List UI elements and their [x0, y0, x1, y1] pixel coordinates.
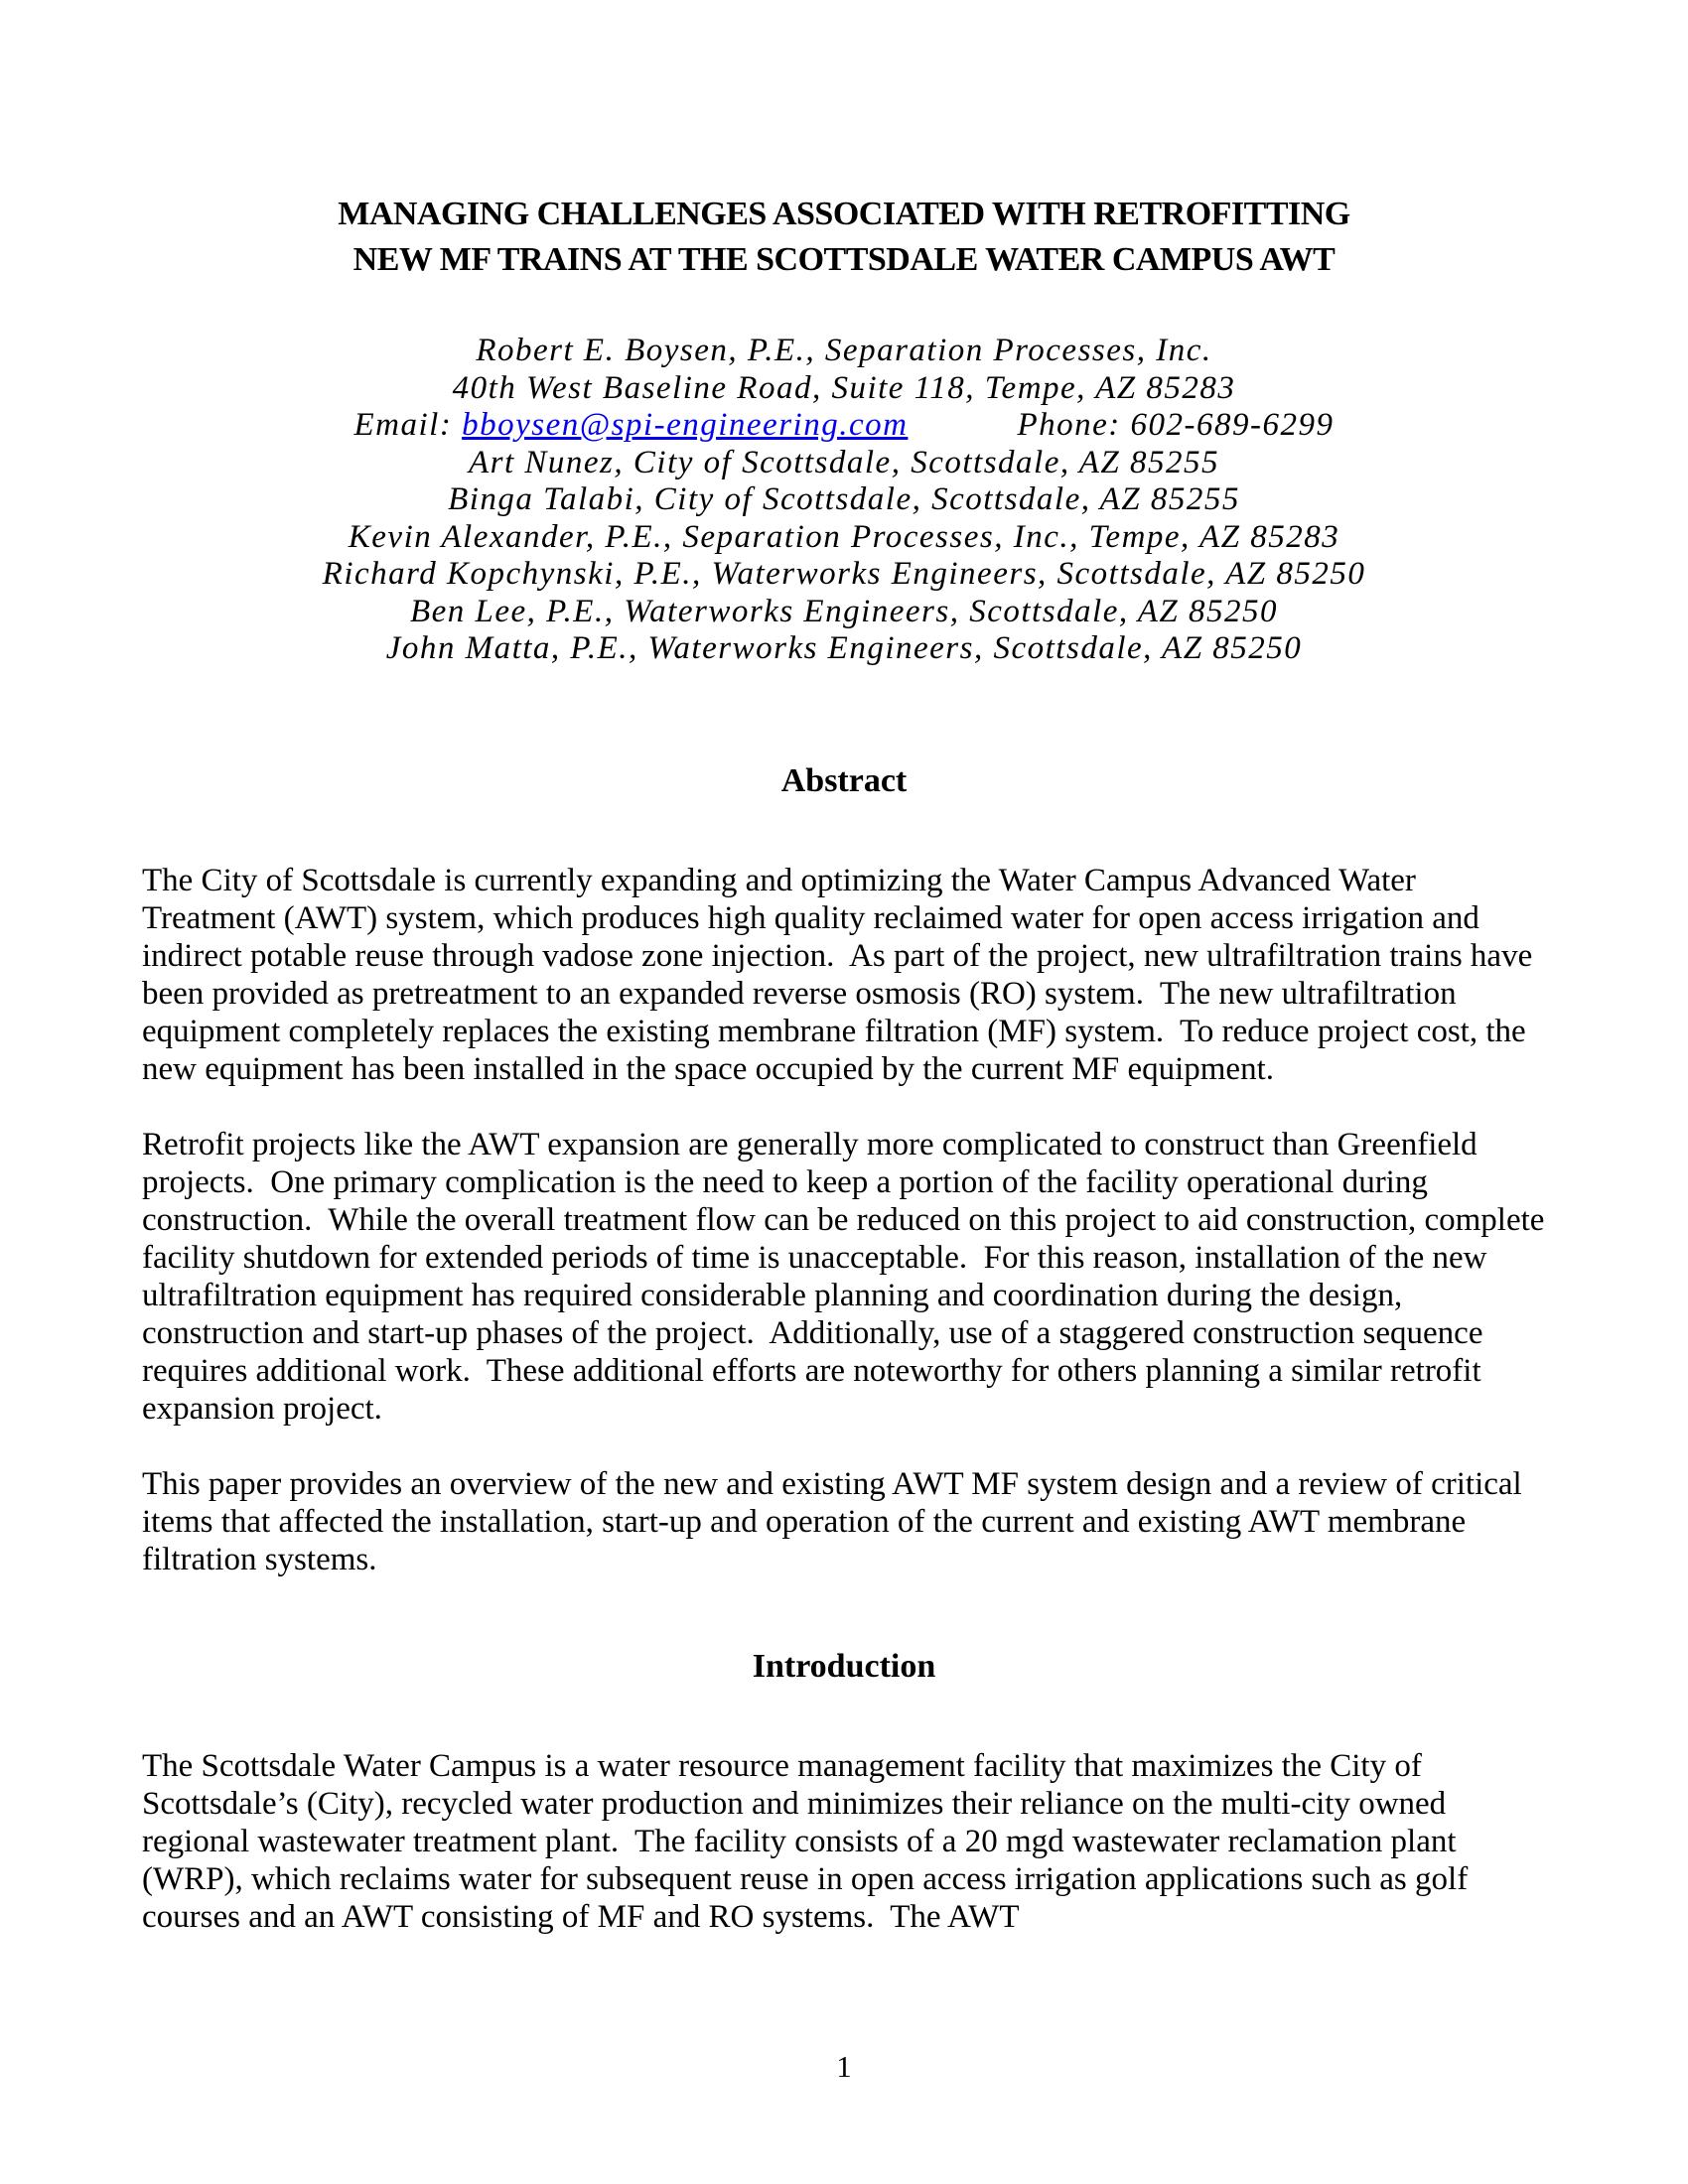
- paper-title: [142, 192, 1546, 283]
- email-label: Email:: [353, 407, 463, 443]
- email-link[interactable]: bboysen@spi-engineering.com: [462, 407, 909, 443]
- section-heading-introduction: Introduction: [752, 1647, 936, 1685]
- abstract-paragraph-3: This paper provides an overview of the new and existing AWT MF system design and a review of critical items that affected the installation, start-up and operation of the current and existing AWT membrane filtration systems.: [142, 1465, 1530, 1577]
- paper-title-line-2: NEW MF TRAINS AT THE SCOTTSDALE WATER CAMPUS AWT: [352, 241, 1336, 278]
- author-line: Binga Talabi, City of Scottsdale, Scottsdale, AZ 85255: [448, 481, 1240, 517]
- author-line: Art Nunez, City of Scottsdale, Scottsdale, AZ 85255: [468, 444, 1220, 480]
- introduction-paragraph-1: The Scottsdale Water Campus is a water resource management facility that maximizes the City of Scottsdale’s (City), recycled water production and minimizes their reliance on the multi-city owned regional wastewater treatment plant. The facility consists of a 20 mgd wastewater reclamation plant (WRP), which reclaims water for subsequent reuse in open access irrigation applications such as golf courses and an AWT consisting of MF and RO systems. The AWT: [142, 1747, 1477, 1935]
- section-heading-abstract: Abstract: [780, 761, 908, 799]
- author-line-primary: Robert E. Boysen, P.E., Separation Processes, Inc.: [476, 333, 1212, 368]
- abstract-paragraph-1: The City of Scottsdale is currently expanding and optimizing the Water Campus Advanced Water Treatment (AWT) system, which produces high quality reclaimed water for open access irrigation and indirect potable reuse through vadose zone injection. As part of the project, new ultrafiltration trains have been provided as pretreatment to an expanded reverse osmosis (RO) system. The new ultrafiltration equipment completely replaces the existing membrane filtration (MF) system. To reduce project cost, the new equipment has been installed in the space occupied by the current MF equipment.: [142, 862, 1541, 1087]
- author-line: Ben Lee, P.E., Waterworks Engineers, Scottsdale, AZ 85250: [409, 593, 1279, 629]
- author-line-address: 40th West Baseline Road, Suite 118, Tempe, AZ 85283: [452, 369, 1236, 406]
- paper-title-line-1: MANAGING CHALLENGES ASSOCIATED WITH RETROFITTING: [338, 196, 1350, 232]
- abstract-paragraph-2: Retrofit projects like the AWT expansion are generally more complicated to construct than Greenfield projects. One primary complication is the need to keep a portion of the facility operational during construction. While the overall treatment flow can be reduced on this project to aid construction, complete facility shutdown for extended periods of time is unacceptable. For this reason, installation of the new ultrafiltration equipment has required considerable planning and coordination during the design, construction and start-up phases of the project. Additionally, use of a staggered construction sequence requires additional work. These additional efforts are noteworthy for others planning a similar retrofit expansion project.: [142, 1126, 1553, 1427]
- author-line-contact: [142, 407, 1546, 445]
- phone-text: Phone: 602-689-6299: [1017, 407, 1335, 443]
- author-line: Kevin Alexander, P.E., Separation Processes, Inc., Tempe, AZ 85283: [348, 518, 1340, 555]
- author-block: [142, 333, 1546, 668]
- author-line: John Matta, P.E., Waterworks Engineers, Scottsdale, AZ 85250: [385, 630, 1303, 666]
- author-line: Richard Kopchynski, P.E., Waterworks Engineers, Scottsdale, AZ 85250: [322, 556, 1366, 592]
- page-number: 1: [836, 2049, 852, 2084]
